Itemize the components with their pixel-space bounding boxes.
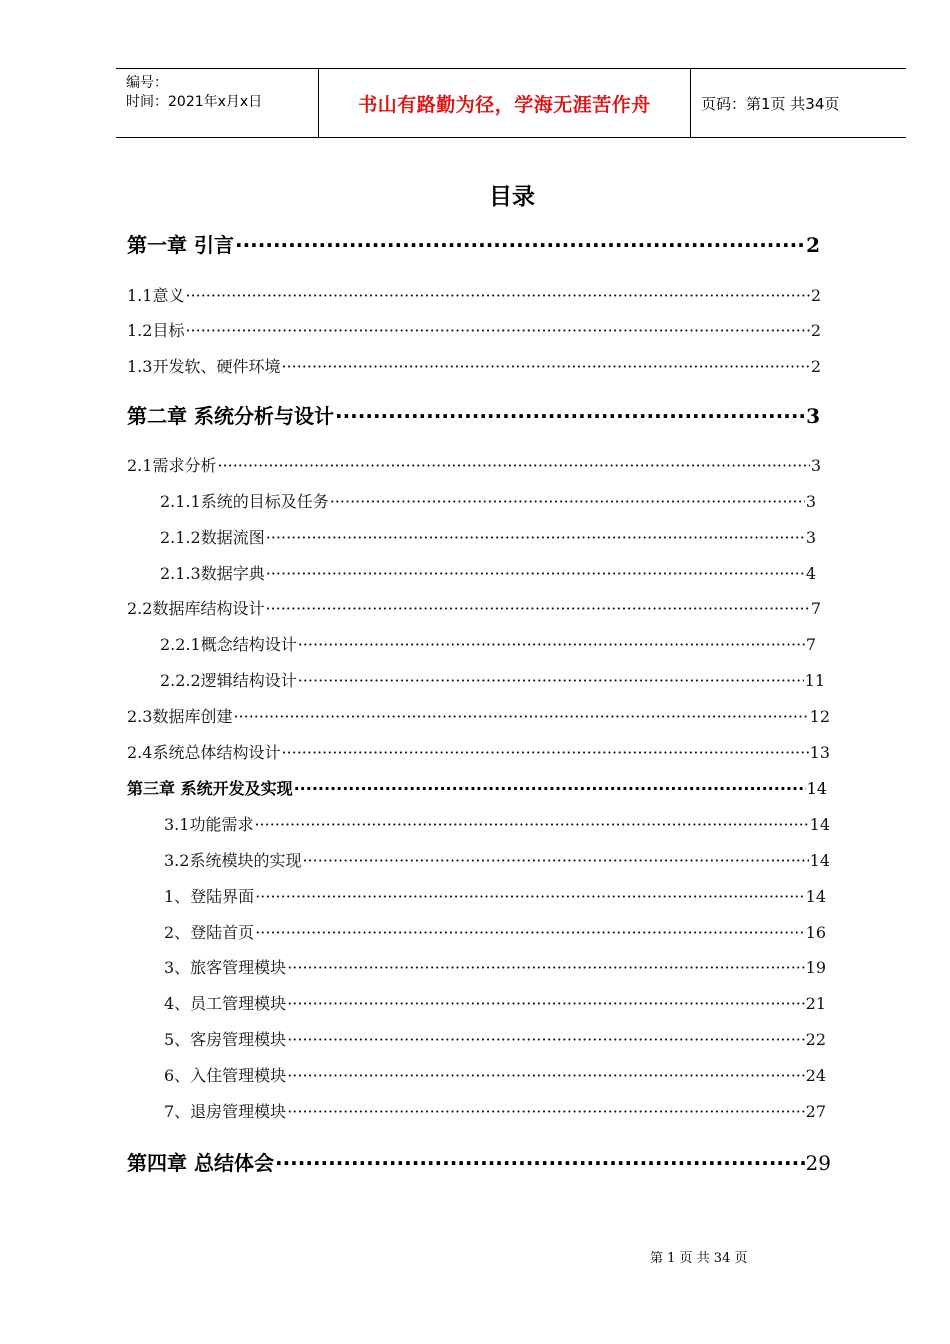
toc-entry-3-2[interactable] bbox=[164, 848, 830, 870]
toc-entry-label: 3.1功能需求 bbox=[164, 815, 254, 834]
toc-entry-label: 2.1需求分析 bbox=[127, 456, 217, 475]
toc-entry-2-1[interactable] bbox=[127, 453, 821, 475]
header-motto: 书山有路勤为径，学海无涯苦作舟 bbox=[358, 93, 651, 116]
header-page-cell bbox=[691, 69, 906, 137]
toc-entry-page: 7 bbox=[810, 599, 821, 618]
toc-entry-module-3[interactable] bbox=[164, 955, 826, 977]
toc-entry-page: 4 bbox=[805, 564, 816, 583]
toc-entry-label: 2.2.1概念结构设计 bbox=[160, 635, 297, 654]
toc-leader-dots bbox=[287, 994, 804, 1013]
header-page-info: 页码：第1页 共34页 bbox=[701, 94, 840, 113]
toc-leader-dots bbox=[254, 815, 808, 834]
toc-entry-chapter-1[interactable] bbox=[127, 229, 820, 257]
toc-entry-page: 21 bbox=[805, 994, 826, 1013]
toc-entry-page: 2 bbox=[810, 286, 821, 305]
header-motto-cell bbox=[318, 69, 691, 137]
toc-entry-label: 3、旅客管理模块 bbox=[164, 958, 287, 977]
toc-entry-page: 14 bbox=[805, 887, 826, 906]
toc-entry-page: 3 bbox=[805, 492, 816, 511]
toc-entry-label: 2.1.1系统的目标及任务 bbox=[160, 492, 329, 511]
toc-entry-page: 27 bbox=[805, 1102, 826, 1121]
toc-entry-label: 1、登陆界面 bbox=[164, 887, 255, 906]
toc-leader-dots bbox=[298, 671, 804, 690]
toc-entry-page: 29 bbox=[805, 1151, 831, 1175]
toc-entry-2-2-1[interactable] bbox=[160, 632, 816, 654]
toc-entry-page: 19 bbox=[805, 958, 826, 977]
toc-entry-page: 22 bbox=[805, 1030, 826, 1049]
document-header bbox=[116, 68, 906, 138]
header-meta-cell bbox=[116, 69, 318, 137]
toc-entry-3-1[interactable] bbox=[164, 812, 830, 834]
toc-entry-module-5[interactable] bbox=[164, 1027, 826, 1049]
toc-entry-label: 1.2目标 bbox=[127, 321, 185, 340]
toc-entry-page: 13 bbox=[809, 743, 830, 762]
toc-entry-chapter-3[interactable] bbox=[127, 776, 827, 798]
toc-entry-1-3[interactable] bbox=[127, 354, 821, 376]
toc-leader-dots bbox=[287, 1030, 804, 1049]
toc-leader-dots bbox=[217, 456, 809, 475]
toc-leader-dots bbox=[266, 528, 805, 547]
toc-entry-page: 16 bbox=[805, 923, 826, 942]
toc-entry-page: 2 bbox=[810, 357, 821, 376]
toc-entry-page: 14 bbox=[806, 779, 827, 798]
header-number-label: 编号： bbox=[126, 75, 168, 91]
toc-entry-label: 2.3数据库创建 bbox=[127, 707, 233, 726]
toc-entry-label: 第一章 引言 bbox=[127, 233, 234, 257]
toc-leader-dots bbox=[335, 404, 805, 428]
toc-entry-page: 14 bbox=[809, 851, 830, 870]
toc-entry-label: 6、入住管理模块 bbox=[164, 1066, 287, 1085]
toc-entry-2-3[interactable] bbox=[127, 704, 830, 726]
toc-entry-page: 3 bbox=[805, 528, 816, 547]
toc-entry-module-4[interactable] bbox=[164, 991, 826, 1013]
toc-leader-dots bbox=[185, 321, 809, 340]
toc-entry-label: 1.3开发软、硬件环境 bbox=[127, 357, 281, 376]
toc-leader-dots bbox=[235, 233, 805, 257]
toc-entry-module-6[interactable] bbox=[164, 1063, 826, 1085]
toc-entry-page: 14 bbox=[809, 815, 830, 834]
toc-entry-label: 2.2数据库结构设计 bbox=[127, 599, 265, 618]
toc-entry-chapter-2[interactable] bbox=[127, 400, 820, 428]
toc-entry-2-4[interactable] bbox=[127, 740, 830, 762]
toc-entry-2-2-2[interactable] bbox=[160, 668, 825, 690]
toc-leader-dots bbox=[298, 635, 805, 654]
toc-leader-dots bbox=[287, 958, 804, 977]
toc-entry-page: 24 bbox=[805, 1066, 826, 1085]
toc-entry-2-1-3[interactable] bbox=[160, 561, 816, 583]
toc-leader-dots bbox=[287, 1102, 804, 1121]
header-date-label: 时间：2021年x月x日 bbox=[126, 94, 263, 110]
toc-leader-dots bbox=[265, 599, 809, 618]
toc-entry-page: 2 bbox=[806, 233, 820, 257]
toc-leader-dots bbox=[233, 707, 808, 726]
toc-entry-module-1[interactable] bbox=[164, 884, 826, 906]
toc-entry-label: 5、客房管理模块 bbox=[164, 1030, 287, 1049]
page-footer: 第 1 页 共 34 页 bbox=[650, 1251, 748, 1266]
toc-entry-chapter-4[interactable] bbox=[127, 1147, 831, 1175]
toc-entry-module-2[interactable] bbox=[164, 920, 826, 942]
toc-entry-2-1-2[interactable] bbox=[160, 525, 816, 547]
toc-entry-label: 第三章 系统开发及实现 bbox=[127, 779, 293, 798]
toc-entry-label: 第四章 总结体会 bbox=[127, 1151, 274, 1175]
toc-leader-dots bbox=[255, 887, 804, 906]
toc-entry-label: 2、登陆首页 bbox=[164, 923, 255, 942]
toc-entry-label: 1.1意义 bbox=[127, 286, 185, 305]
toc-leader-dots bbox=[302, 851, 808, 870]
toc-entry-label: 2.2.2逻辑结构设计 bbox=[160, 671, 297, 690]
toc-entry-1-1[interactable] bbox=[127, 283, 821, 305]
toc-entry-label: 2.1.2数据流图 bbox=[160, 528, 265, 547]
toc-entry-label: 4、员工管理模块 bbox=[164, 994, 287, 1013]
toc-leader-dots bbox=[255, 923, 804, 942]
toc-entry-page: 2 bbox=[810, 321, 821, 340]
toc-leader-dots bbox=[287, 1066, 804, 1085]
toc-leader-dots bbox=[281, 357, 809, 376]
toc-entry-page: 7 bbox=[805, 635, 816, 654]
toc-entry-label: 2.4系统总体结构设计 bbox=[127, 743, 281, 762]
toc-leader-dots bbox=[281, 743, 808, 762]
toc-leader-dots bbox=[294, 779, 806, 798]
toc-leader-dots bbox=[275, 1151, 805, 1175]
toc-entry-2-2[interactable] bbox=[127, 596, 821, 618]
toc-leader-dots bbox=[330, 492, 805, 511]
toc-entry-label: 2.1.3数据字典 bbox=[160, 564, 265, 583]
toc-title: 目录 bbox=[489, 184, 535, 210]
toc-leader-dots bbox=[185, 286, 809, 305]
toc-leader-dots bbox=[266, 564, 805, 583]
toc-entry-label: 第二章 系统分析与设计 bbox=[127, 404, 334, 428]
toc-entry-page: 3 bbox=[810, 456, 821, 475]
toc-entry-label: 7、退房管理模块 bbox=[164, 1102, 287, 1121]
toc-entry-page: 11 bbox=[804, 671, 825, 690]
toc-entry-1-2[interactable] bbox=[127, 318, 821, 340]
toc-entry-page: 3 bbox=[806, 404, 820, 428]
toc-entry-2-1-1[interactable] bbox=[160, 489, 816, 511]
toc-entry-page: 12 bbox=[809, 707, 830, 726]
toc-entry-label: 3.2系统模块的实现 bbox=[164, 851, 302, 870]
toc-entry-module-7[interactable] bbox=[164, 1099, 826, 1121]
